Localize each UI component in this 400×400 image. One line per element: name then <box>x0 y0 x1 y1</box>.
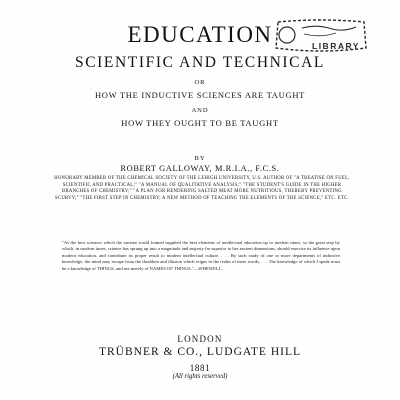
publication-year: 1881 <box>189 363 211 373</box>
author-credentials: HONORARY MEMBER OF THE CHEMICAL SOCIETY OF THE LEHIGH UNIVERSITY, U.S. AUTHOR OF "A TREATISE ON FUEL, SCIENTIFIC AND PRACTICAL;" "A MANUAL OF QUALITATIVE ANALYSIS;" "THE STUDENT'S GUIDE IN THE HIGHER BRANCHES OF CHEMISTRY;" "A PLAN FOR RENDERING SALTED MEAT MORE NUTRITIOUS, THEREBY PREVENTING SCURVY;" "THE FIRST STEP IN CHEMISTRY; A NEW METHOD OF TEACHING THE ELEMENTS OF THE SCIENCE," ETC. ETC. <box>54 176 350 202</box>
library-stamp <box>272 18 370 58</box>
and-connector: AND <box>191 107 209 114</box>
publication-place: LONDON <box>177 334 223 344</box>
subtitle-line-1: HOW THE INDUCTIVE SCIENCES ARE TAUGHT <box>94 90 306 100</box>
stamp-seal <box>279 27 295 43</box>
epigraph-quote: "As the best sciences which the ancient world framed supplied the best elements of intellectual education up to modern times, so the great step by which, in modern times, science has sprung up into a magnitude and majesty far superior to her ancient dimensions, should exercise its influence upon modern education, and contribute its proper result to modern intellectual culture. . . . By such study of one or more departments of inductive knowledge, the mind may escape from the thraldom and illusion which reigns in the realm of mere words. . . . The knowledge of which I speak must be a knowledge of THINGS, and not merely of NAMES OF THINGS."—WHEWELL. <box>62 240 340 271</box>
subtitle-line-2: HOW THEY OUGHT TO BE TAUGHT <box>121 118 279 128</box>
author-name: ROBERT GALLOWAY, M.R.I.A., F.C.S. <box>120 164 280 173</box>
publisher-name: TRÜBNER & CO., LUDGATE HILL <box>98 346 302 358</box>
rights-notice: (All rights reserved) <box>172 373 228 380</box>
book-title: EDUCATION <box>127 22 273 47</box>
or-connector: OR <box>194 79 206 86</box>
stamp-ornament <box>302 26 356 30</box>
stamp-library-text: LIBRARY <box>312 41 360 51</box>
book-subtitle: SCIENTIFIC AND TECHNICAL <box>75 54 325 71</box>
by-connector: BY <box>194 155 206 162</box>
stamp-ornament-2 <box>304 33 336 36</box>
